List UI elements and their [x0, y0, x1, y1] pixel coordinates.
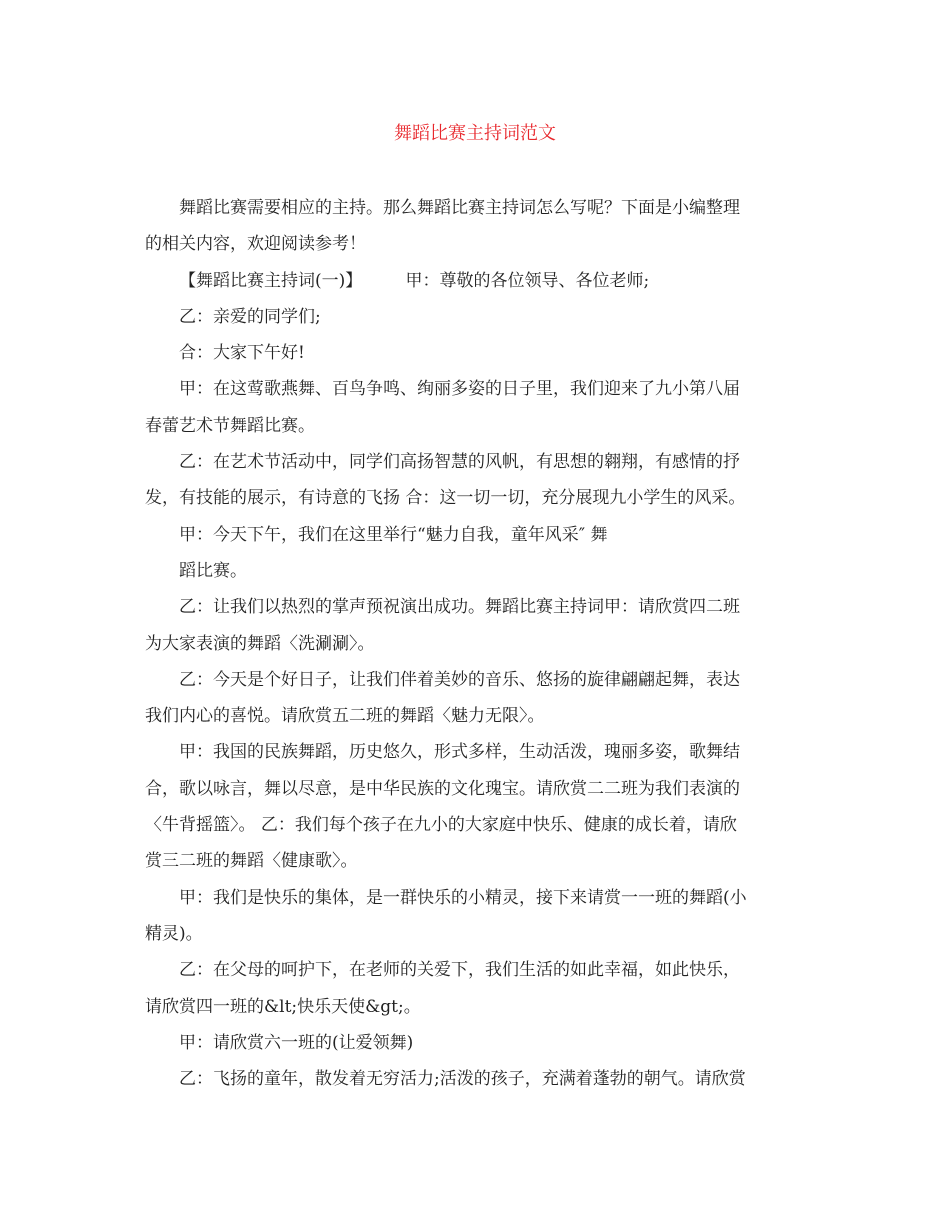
text-line: 甲：今天下午，我们在这里举行“魅力自我，童年风采″ 舞 — [179, 524, 608, 545]
text-line: 〈牛背摇篮〉。 乙：我们每个孩子在九小的大家庭中快乐、健康的成长着，请欣 — [145, 815, 737, 836]
document-body — [145, 190, 810, 1097]
text-line: 的相关内容，欢迎阅读参考！ — [145, 234, 366, 255]
text-line: 春蕾艺术节舞蹈比赛。 — [145, 415, 315, 436]
text-line: 乙：亲爱的同学们; — [179, 306, 321, 327]
text-line: 我们内心的喜悦。请欣赏五二班的舞蹈〈魅力无限〉。 — [145, 706, 545, 727]
text-line: 请欣赏四一班的&lt;快乐天使&gt;。 — [145, 996, 421, 1017]
text-line: 乙：在父母的呵护下，在老师的关爱下，我们生活的如此幸福，如此快乐， — [179, 960, 740, 981]
text-line: 精灵)。 — [145, 923, 203, 944]
text-line: 赏三二班的舞蹈〈健康歌〉。 — [145, 851, 358, 872]
text-line: 乙：让我们以热烈的掌声预祝演出成功。舞蹈比赛主持词甲：请欣赏四二班 — [179, 597, 740, 618]
text-line: 甲：请欣赏六一班的(让爱领舞) — [179, 1032, 414, 1053]
text-line: 甲：我国的民族舞蹈，历史悠久，形式多样，生动活泼，瑰丽多姿，歌舞结 — [179, 742, 740, 763]
text-line: 甲：在这莺歌燕舞、百鸟争鸣、绚丽多姿的日子里，我们迎来了九小第八届 — [179, 379, 740, 400]
text-line: 甲：我们是快乐的集体，是一群快乐的小精灵，接下来请赏一一班的舞蹈(小 — [179, 887, 747, 908]
text-line: 蹈比赛。 — [179, 560, 247, 581]
text-line: 为大家表演的舞蹈〈洗涮涮〉。 — [145, 633, 375, 654]
text-line: 发，有技能的展示，有诗意的飞扬 合：这一切一切，充分展现九小学生的风采。 — [145, 488, 746, 509]
text-line: 乙：今天是个好日子，让我们伴着美妙的音乐、悠扬的旋律翩翩起舞，表达 — [179, 669, 740, 690]
text-line: 乙：在艺术节活动中，同学们高扬智慧的风帆，有思想的翱翔，有感情的抒 — [179, 452, 740, 473]
text-line: 乙：飞扬的童年，散发着无穷活力;活泼的孩子，充满着蓬勃的朝气。请欣赏 — [179, 1069, 746, 1090]
document-title: 舞蹈比赛主持词范文 — [394, 123, 556, 144]
text-line: 【舞蹈比赛主持词(一)】 甲：尊敬的各位领导、各位老师; — [179, 270, 650, 291]
text-line: 舞蹈比赛需要相应的主持。那么舞蹈比赛主持词怎么写呢？下面是小编整理 — [179, 198, 740, 218]
text-line: 合，歌以咏言，舞以尽意，是中华民族的文化瑰宝。请欣赏二二班为我们表演的 — [145, 778, 740, 799]
text-line: 合：大家下午好! — [179, 343, 305, 364]
